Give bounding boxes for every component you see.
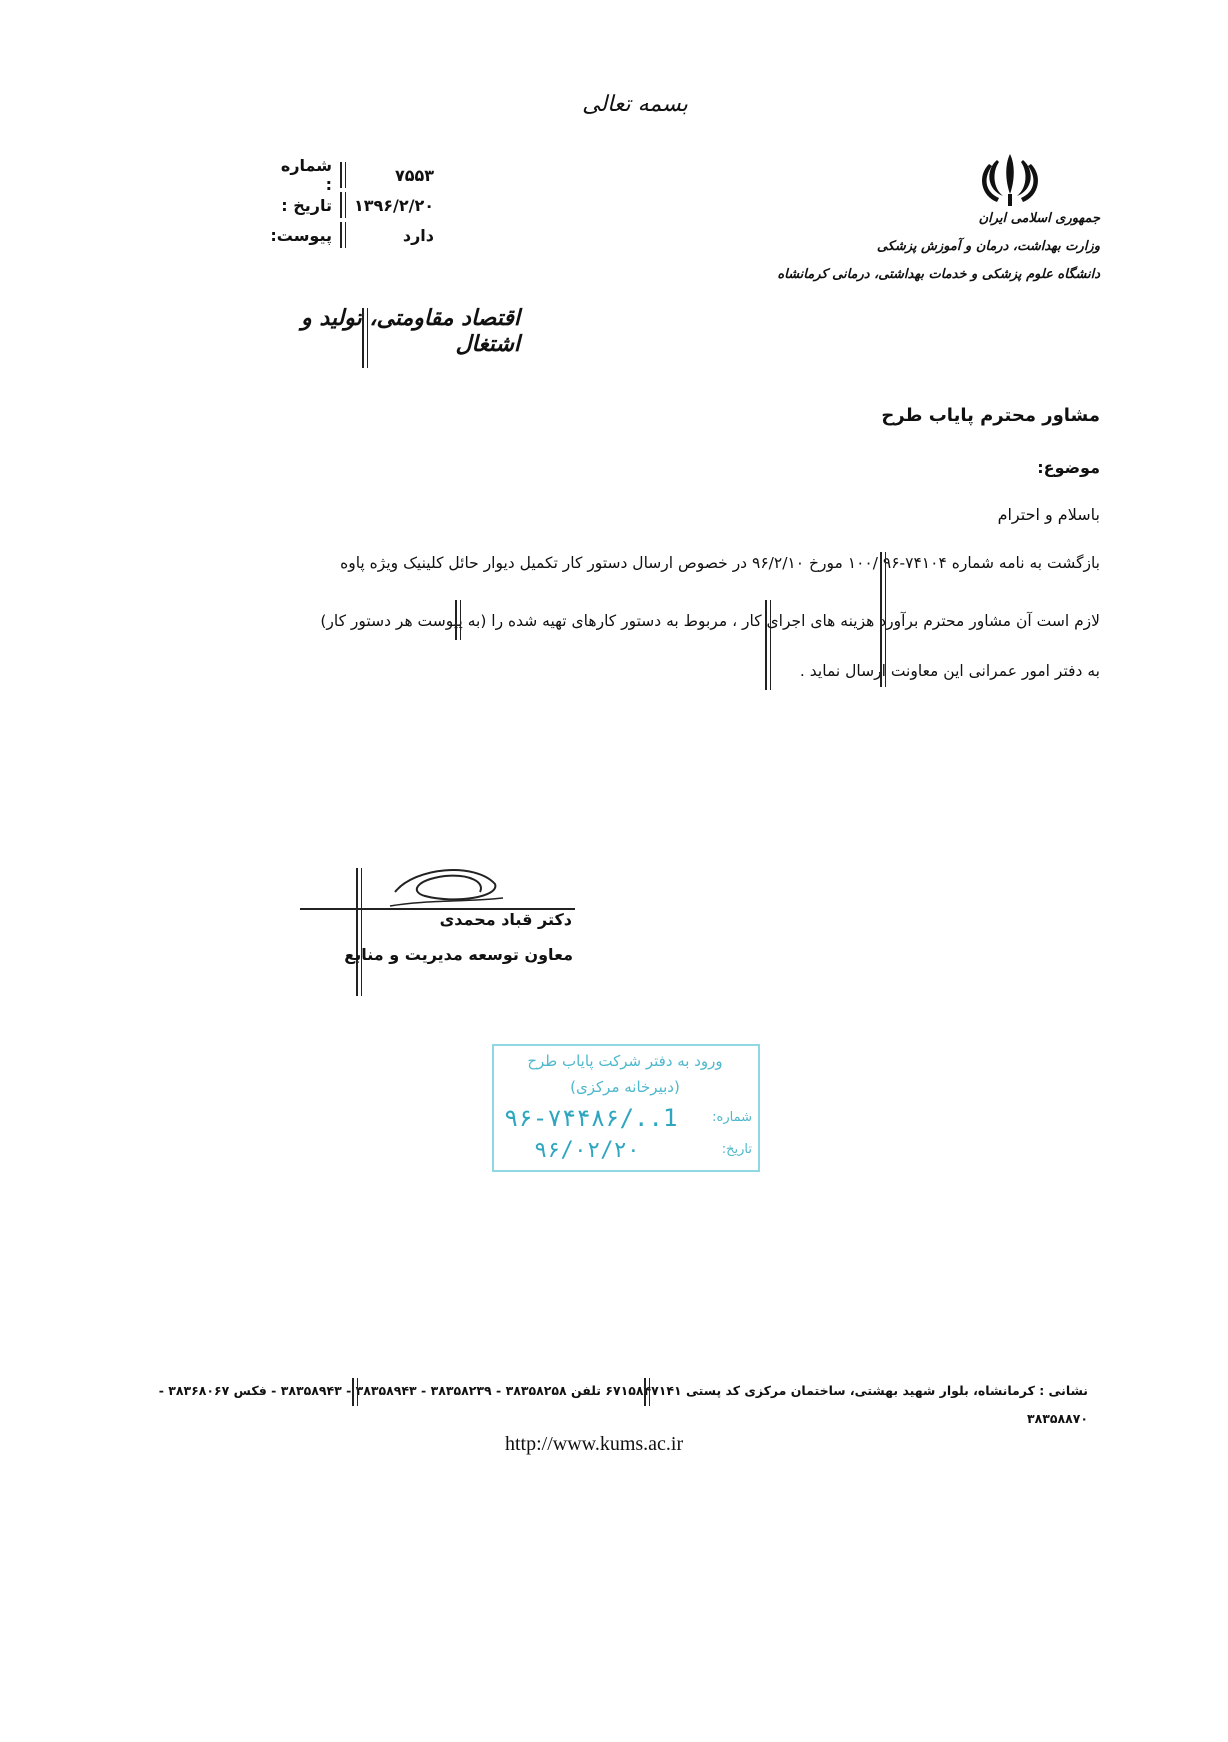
addressee: مشاور محترم پایاب طرح xyxy=(881,405,1100,426)
meta-number-row xyxy=(270,156,460,194)
footer-address: نشانی : کرمانشاه، بلوار شهید بهشتی، ساختمان مرکزی کد پستی ۶۷۱۵۸۴۷۱۴۱ تلفن ۳۸۳۵۸۲۵۸ - ۳۸۳۵۸۲۳۹ - ۳۸۳۵۸۹۴۳ - ۳۸۳۵۸۹۴۳ - فکس ۳۸۳۶۸۰۶۷ - xyxy=(158,1383,1088,1398)
stamp-number-label: شماره: xyxy=(712,1110,752,1125)
scan-bar xyxy=(455,600,461,640)
subject-label: موضوع: xyxy=(1037,458,1100,477)
number-label: شماره : xyxy=(280,156,332,194)
scan-bar xyxy=(880,552,886,687)
body-line-1: بازگشت به نامه شماره ۷۴۱۰۴-۹۶ /۱۰۰ مورخ ۹۶/۲/۱۰ در خصوص ارسال دستور کار تکمیل دیوار حائل کلینیک ویژه پاوه xyxy=(340,554,1100,572)
body-line-2: لازم است آن مشاور محترم برآورد هزینه های اجرای کار ، مربوط به دستور کارهای تهیه شده را (به پیوست هر دستور کار) xyxy=(320,612,1100,630)
scan-bar xyxy=(362,308,368,368)
ministry-header xyxy=(777,205,1100,289)
stamp-date-label: تاریخ: xyxy=(721,1142,752,1157)
letter-meta xyxy=(270,156,460,250)
date-label: تاریخ : xyxy=(281,195,332,215)
footer-fax: ۳۸۳۵۸۸۷۰ xyxy=(1026,1411,1088,1426)
greeting: باسلام و احترام xyxy=(997,505,1100,524)
stamp-subtitle: (دبیرخانه مرکزی) xyxy=(570,1078,680,1096)
scan-bar xyxy=(352,1378,358,1406)
ministry-line-1: جمهوری اسلامی ایران xyxy=(978,211,1100,226)
bismillah-heading: بسمه تعالی xyxy=(582,92,688,117)
scan-bar xyxy=(340,192,346,218)
receipt-stamp xyxy=(492,1044,760,1172)
meta-attachment-row xyxy=(270,220,460,250)
ministry-line-3: دانشگاه علوم پزشکی و خدمات بهداشتی، درمانی کرمانشاه xyxy=(777,267,1100,282)
scan-bar xyxy=(340,162,346,188)
scan-bar xyxy=(765,600,771,690)
number-value: ۷۵۵۳ xyxy=(394,165,434,185)
scan-bar xyxy=(356,868,362,996)
date-value: ۱۳۹۶/۲/۲۰ xyxy=(353,195,434,215)
signature-mark-icon xyxy=(385,862,505,912)
stamp-title: ورود به دفتر شرکت پایاب طرح xyxy=(527,1052,723,1070)
attachment-label: پیوست: xyxy=(270,225,332,245)
scan-bar xyxy=(644,1378,650,1406)
stamp-number-value: 1../۹۶-۷۴۴۸۶ xyxy=(504,1104,678,1132)
body-line-3: به دفتر امور عمرانی این معاونت ارسال نماید . xyxy=(799,662,1100,680)
website-url: http://www.kums.ac.ir xyxy=(505,1433,684,1455)
signatory-title: معاون توسعه مدیریت و منابع xyxy=(344,945,573,964)
scan-bar xyxy=(340,222,346,248)
meta-date-row xyxy=(270,190,460,220)
stamp-date-value: ۹۶/۰۲/۲۰ xyxy=(534,1138,640,1163)
iran-emblem-icon xyxy=(975,150,1045,210)
year-slogan: اقتصاد مقاومتی، تولید و اشتغال xyxy=(301,305,520,357)
attachment-value: دارد xyxy=(402,225,434,245)
ministry-line-2: وزارت بهداشت، درمان و آموزش پزشکی xyxy=(876,239,1100,254)
signatory-name: دکتر قباد محمدی xyxy=(439,910,572,929)
